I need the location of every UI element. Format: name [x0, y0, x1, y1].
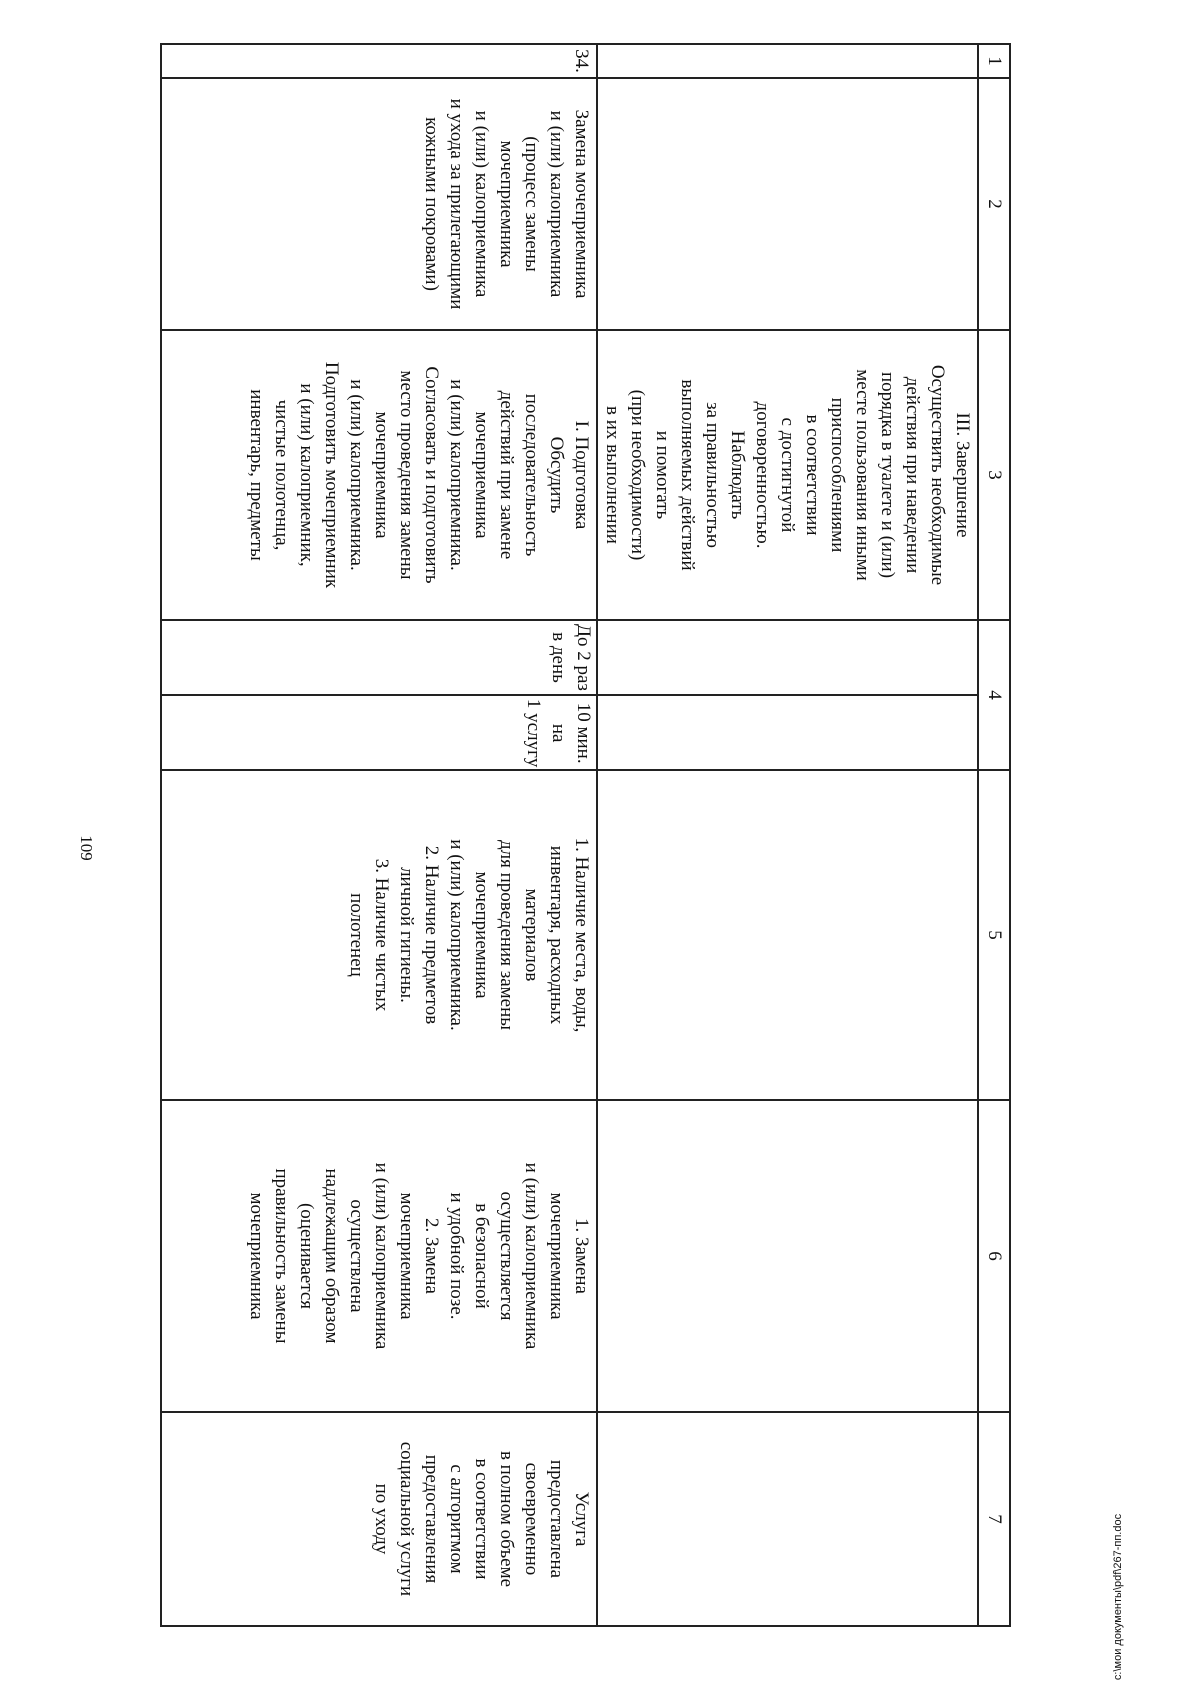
text-line: место проведения замены [396, 370, 417, 580]
text-line: (при необходимости) [627, 389, 648, 561]
row2-quality-cell [161, 1100, 597, 1412]
text-line: в день [548, 632, 569, 683]
text-line: с алгоритмом [446, 1464, 467, 1574]
row2-col4-cell [161, 620, 597, 770]
text-line: инвентаря, расходных [546, 845, 567, 1025]
text-line: своевременно [521, 1462, 542, 1576]
text-line: 1. Наличие места, воды, [571, 837, 592, 1033]
text-line: мочеприемника [546, 1192, 567, 1320]
text-line: Замена мочеприемника [571, 109, 592, 299]
text-line: порядка в туалете и (или) [877, 371, 898, 579]
text-line: осуществлена [346, 1199, 367, 1313]
col4-split [598, 621, 977, 769]
text-line: Обсудить [546, 436, 567, 514]
text-line: предоставления [421, 1454, 442, 1584]
text-line: мочеприемника [246, 1192, 267, 1320]
text-line: III. Завершение [952, 412, 973, 538]
text-line: за правильностью [702, 402, 723, 548]
text-line: мочеприемника [471, 871, 492, 999]
row1-col1-cell [597, 44, 978, 78]
text-line: и (или) калоприемника [371, 1162, 392, 1350]
text-line: I. Подготовка [571, 420, 592, 530]
text-line: надлежащим образом [321, 1168, 342, 1344]
row1-col5-cell [597, 770, 978, 1100]
row1-col7-cell [597, 1412, 978, 1626]
text-line: выполняемых действий [677, 379, 698, 571]
text-line: и (или) калоприемника [546, 110, 567, 298]
text-line: 10 мин. [573, 702, 594, 764]
text-line: 1 услугу [523, 698, 544, 768]
text-line: полотенец [346, 893, 367, 977]
text-line: и (или) калоприемника. [346, 379, 367, 571]
text-line: действия при наведении [902, 376, 923, 574]
text-line: Подготовить мочеприемник [321, 361, 342, 589]
text-line: в полном объеме [496, 1450, 517, 1588]
header-row [978, 44, 1010, 1626]
text-line: на [548, 723, 569, 743]
text-line: мочеприемника [496, 140, 517, 268]
text-line: личной гигиены. [396, 867, 417, 1003]
text-line: До 2 раз [573, 624, 594, 691]
page-number: 109 [77, 835, 96, 861]
text-line: мочеприемника [471, 411, 492, 539]
table-row [597, 44, 978, 1626]
row2-result-cell [161, 1412, 597, 1626]
text-line: для проведения замены [496, 839, 517, 1031]
text-line: Услуга [571, 1491, 592, 1547]
text-line: 2. Наличие предметов [421, 845, 442, 1025]
text-line: и ухода за прилегающими [446, 98, 467, 310]
text-line: в безопасной [471, 1203, 492, 1309]
text-line: последовательность [521, 393, 542, 557]
text-line: в соответствии [802, 414, 823, 536]
column-number-6: 6 [978, 1100, 1010, 1412]
text-line: и удобной позе. [446, 1192, 467, 1320]
row2-service-name-cell [161, 78, 597, 330]
row2-duration-cell [162, 694, 596, 770]
text-line: и (или) калоприемник, [296, 383, 317, 567]
text-line: правильность замены [271, 1168, 292, 1344]
text-line: и (или) калоприемника [471, 110, 492, 298]
row1-frequency-cell [598, 621, 977, 694]
column-number-2: 2 [978, 78, 1010, 330]
row1-col4-cell [597, 620, 978, 770]
text-line: (процесс замены [521, 136, 542, 272]
column-number-3: 3 [978, 330, 1010, 620]
row2-frequency-cell [162, 621, 596, 694]
text-line: предоставлена [546, 1459, 567, 1579]
column-number-4: 4 [978, 620, 1010, 770]
row1-duration-cell [598, 694, 977, 769]
text-line: 1. Замена [571, 1217, 592, 1294]
text-line: мочеприемника [396, 1192, 417, 1320]
row2-procedure-cell [161, 330, 597, 620]
text-line: и (или) калоприемника [521, 1162, 542, 1350]
text-line: осуществляется [496, 1191, 517, 1321]
column-number-1: 1 [978, 44, 1010, 78]
rotated-table-container [166, 43, 1011, 1625]
text-line: социальной услуги [396, 1441, 417, 1597]
row1-col2-cell [597, 78, 978, 330]
text-line: 2. Замена [421, 1217, 442, 1294]
document-file-path: c:\мои документы\pdf\267-пп.doc [1112, 1513, 1124, 1681]
text-line: и (или) калоприемника. [446, 379, 467, 571]
text-line: в соответствии [471, 1458, 492, 1580]
text-line: материалов [521, 888, 542, 982]
text-line: 3. Наличие чистых [371, 858, 392, 1012]
text-line: в их выполнении [602, 406, 623, 544]
text-line: и помогать [652, 430, 673, 520]
text-line: мочеприемника [371, 411, 392, 539]
col4-split [162, 621, 596, 769]
table-row [161, 44, 597, 1626]
column-number-5: 5 [978, 770, 1010, 1100]
row2-number-cell: 34. [161, 44, 597, 78]
text-line: кожными покровами) [421, 117, 442, 291]
text-line: месте пользования иными [852, 369, 873, 581]
text-line: с достигнутой [777, 417, 798, 533]
text-line: Наблюдать [727, 430, 748, 520]
row1-col6-cell [597, 1100, 978, 1412]
text-line: и (или) калоприемника. [446, 839, 467, 1031]
text-line: инвентарь, предметы [246, 389, 267, 561]
text-line: приспособлениями [827, 397, 848, 553]
text-line: Согласовать и подготовить [421, 366, 442, 584]
services-table [160, 43, 1011, 1627]
text-line: Осуществить необходимые [927, 364, 948, 586]
text-line: договоренностью. [752, 401, 773, 549]
text-line: действий при замене [496, 390, 517, 560]
text-line: чистые полотенца, [271, 399, 292, 551]
text-line: по уходу [371, 1483, 392, 1555]
row2-conditions-cell [161, 770, 597, 1100]
column-number-7: 7 [978, 1412, 1010, 1626]
row1-col3-cell [597, 330, 978, 620]
text-line: (оценивается [296, 1202, 317, 1310]
